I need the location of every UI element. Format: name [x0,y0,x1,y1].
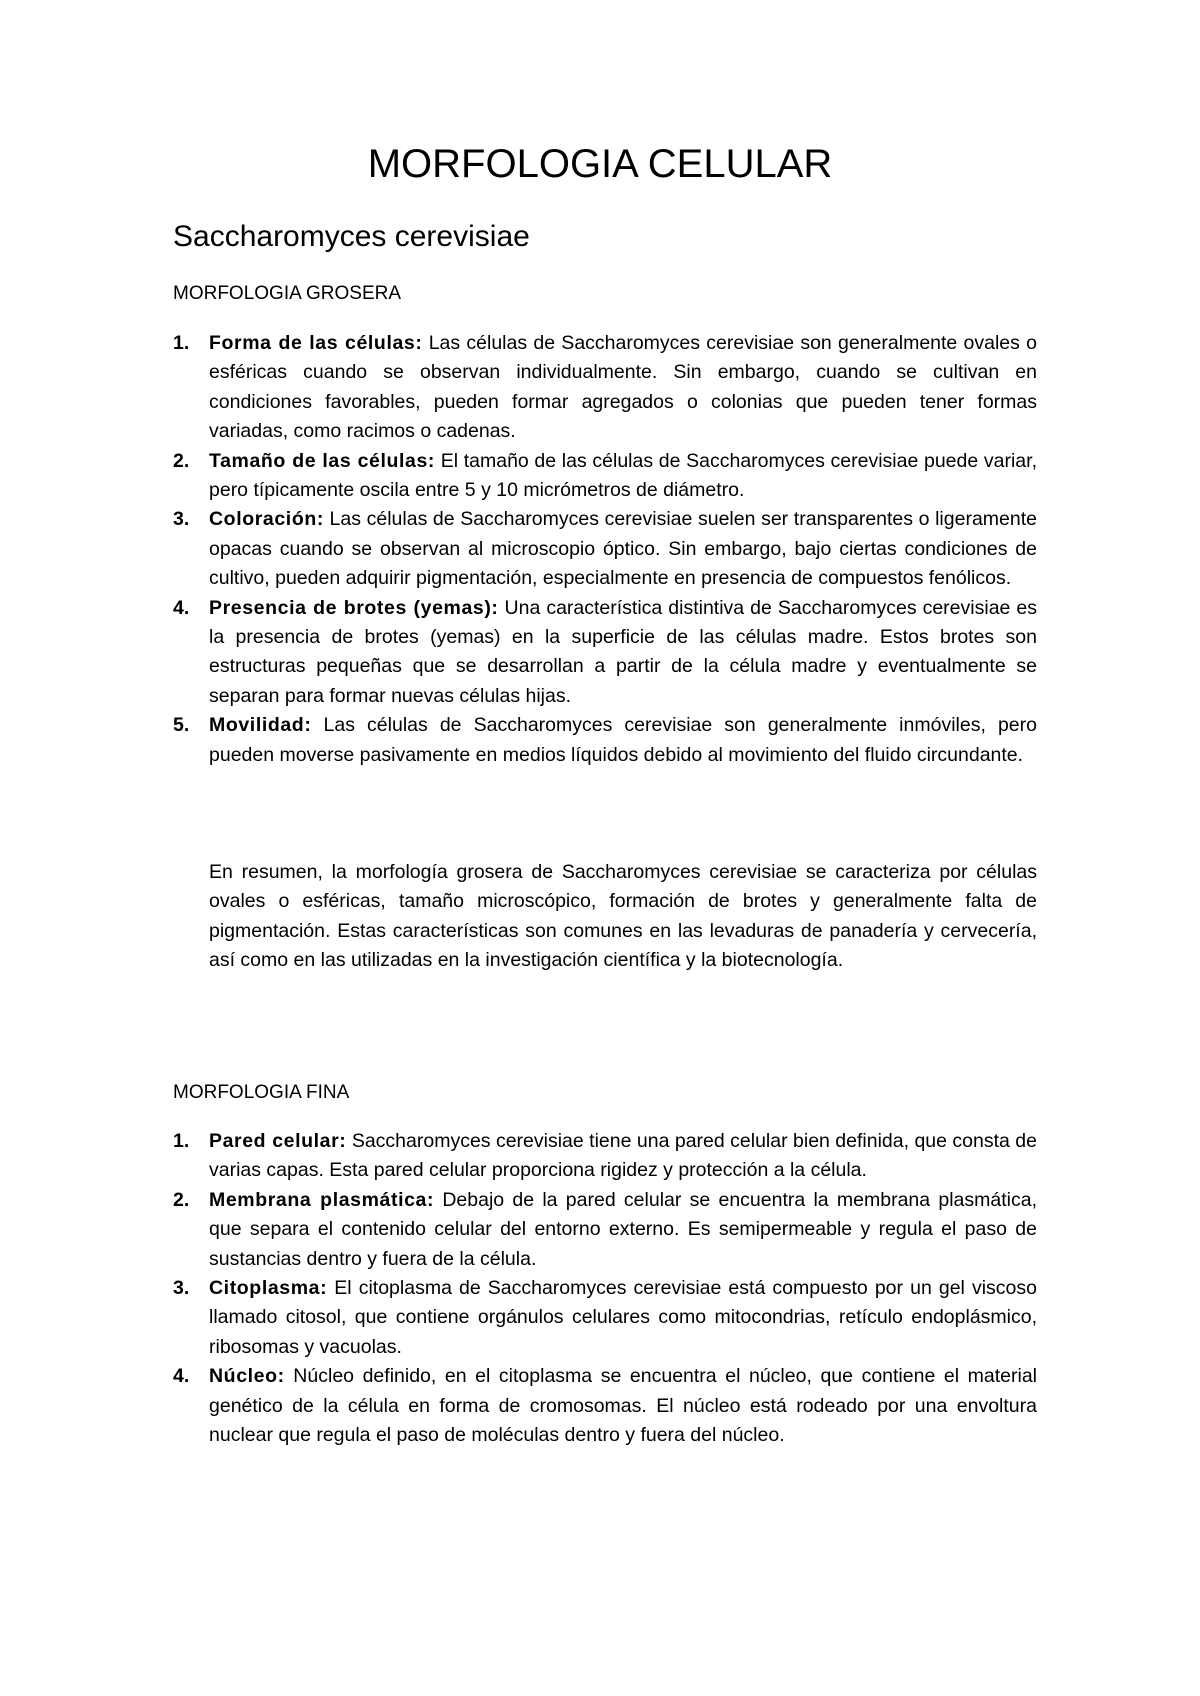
item-text: El tamaño de las células de Saccharomyces cerevisiae puede variar, pero típicamente oscila entre 5 y 10 micrómetros de diámetro. [209,449,1037,502]
item-term: Tamaño de las células: [209,449,436,472]
item-number: 2. [173,449,190,472]
list-item [173,329,1037,447]
fine-morphology-list [173,1127,1037,1450]
item-text: Una característica distintiva de Saccharomyces cerevisiae es la presencia de brotes (yemas) en la superficie de las células madre. Estos brotes son estructuras pequeñas que se desarrollan a partir de la célula madre y eventualmente se separan para formar nuevas células hijas. [209,596,1037,707]
species-subtitle: Saccharomyces cerevisiae [173,220,530,253]
list-item [173,711,1037,770]
list-item [173,1362,1037,1450]
list-item [173,594,1037,712]
item-number: 3. [173,508,190,531]
item-term: Coloración: [209,508,324,531]
item-text: El citoplasma de Saccharomyces cerevisiae está compuesto por un gel viscoso llamado citosol, que contiene orgánulos celulares como mitocondrias, retículo endoplásmico, ribosomas y vacuolas. [209,1277,1037,1358]
item-text: Saccharomyces cerevisiae tiene una pared celular bien definida, que consta de varias capas. Esta pared celular proporciona rigidez y protección a la célula. [209,1130,1037,1182]
item-number: 1. [173,1130,190,1152]
item-term: Membrana plasmática: [209,1188,435,1211]
item-text: Las células de Saccharomyces cerevisiae suelen ser transparentes o ligeramente opacas cuando se observan al microscopio óptico. Sin embargo, bajo ciertas condiciones de cultivo, pueden adquirir pigmentación, especialmente en presencia de compuestos fenólicos. [209,508,1037,590]
list-item [173,1127,1037,1186]
gross-morphology-heading: MORFOLOGIA GROSERA [173,283,402,304]
list-item [173,1186,1037,1274]
item-term: Pared celular: [209,1130,347,1152]
list-item [173,1274,1037,1362]
item-text: Las células de Saccharomyces cerevisiae son generalmente inmóviles, pero pueden moverse pasivamente en medios líquidos debido al movimiento del fluido circundante. [209,714,1037,766]
item-number: 5. [173,714,190,737]
list-item [173,505,1037,593]
gross-morphology-list [173,329,1037,770]
item-number: 4. [173,596,190,619]
item-term: Núcleo: [209,1365,285,1388]
gross-summary-paragraph: En resumen, la morfología grosera de Saccharomyces cerevisiae se caracteriza por células ovales o esféricas, tamaño microscópico, formación de brotes y generalmente falta de pigmentación. Estas características son comunes en las levaduras de panadería y cervecería, así como en las utilizadas en la investigación científica y la biotecnología. [209,861,1037,972]
item-term: Forma de las células: [209,332,423,354]
fine-morphology-heading: MORFOLOGIA FINA [173,1082,350,1103]
item-number: 3. [173,1277,190,1300]
item-text: Las células de Saccharomyces cerevisiae son generalmente ovales o esféricas cuando se observan individualmente. Sin embargo, cuando se cultivan en condiciones favorables, pueden formar agregados o colonias que pueden tener formas variadas, como racimos o cadenas. [209,332,1037,443]
item-text: Núcleo definido, en el citoplasma se encuentra el núcleo, que contiene el material genético de la célula en forma de cromosomas. El núcleo está rodeado por una envoltura nuclear que regula el paso de moléculas dentro y fuera del núcleo. [209,1365,1037,1447]
item-text: Debajo de la pared celular se encuentra la membrana plasmática, que separa el contenido celular del entorno externo. Es semipermeable y regula el paso de sustancias dentro y fuera de la célula. [209,1188,1037,1270]
item-number: 1. [173,332,190,354]
item-term: Presencia de brotes (yemas): [209,596,499,619]
item-term: Movilidad: [209,714,312,737]
list-item [173,447,1037,506]
item-number: 4. [173,1365,190,1388]
item-term: Citoplasma: [209,1277,328,1300]
page-title: MORFOLOGIA CELULAR [367,142,833,186]
item-number: 2. [173,1188,190,1211]
